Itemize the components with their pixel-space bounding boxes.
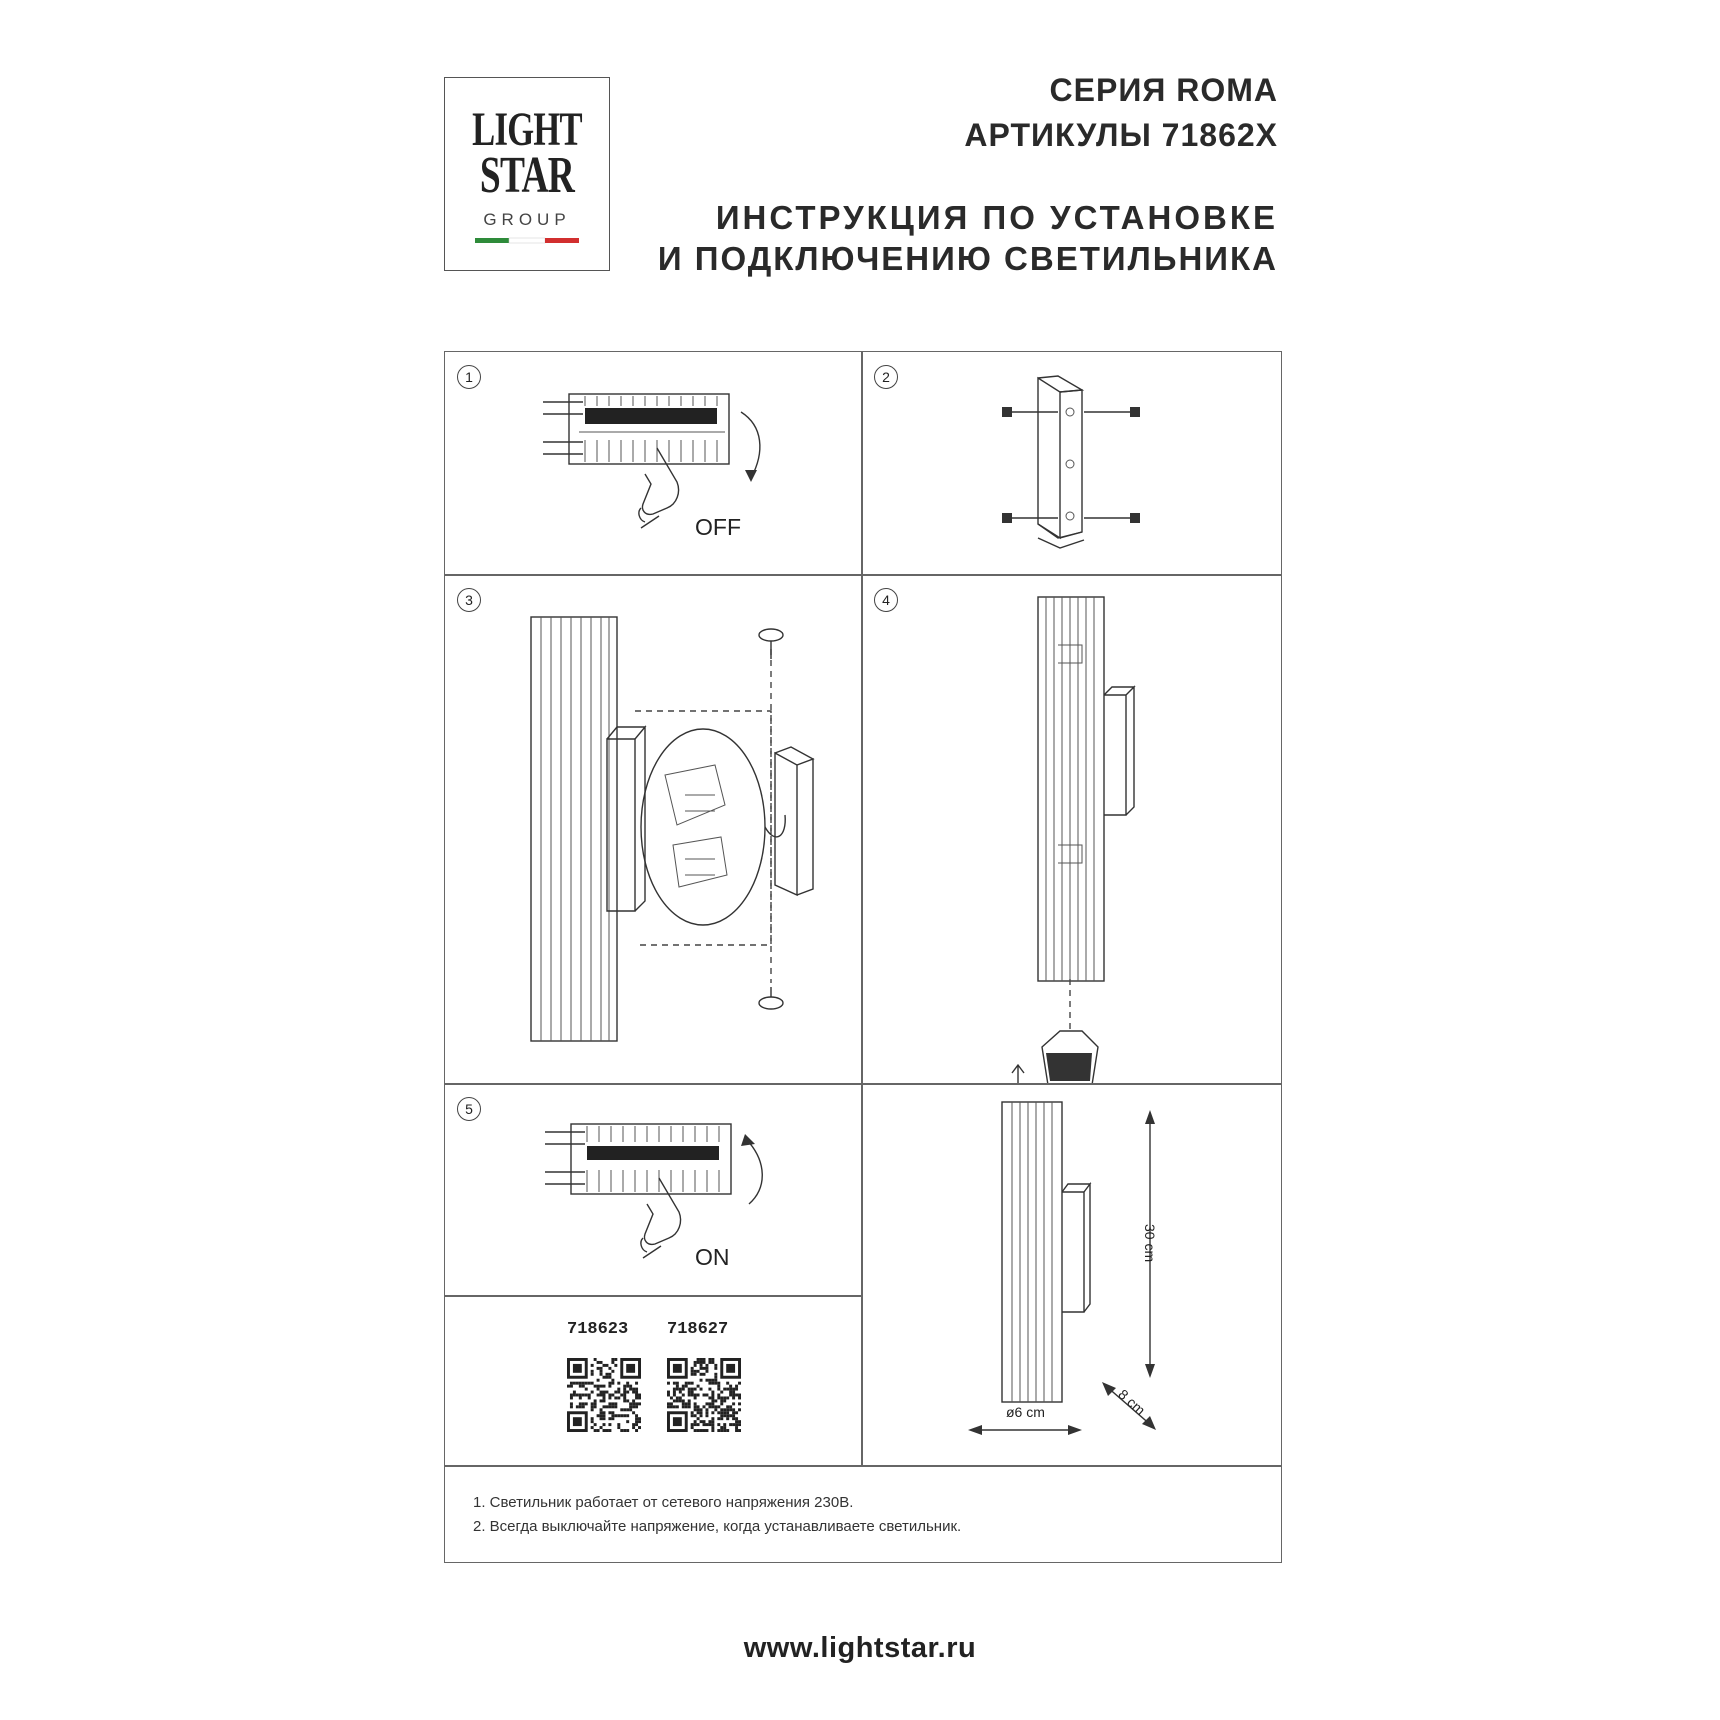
step-number: 3 — [457, 588, 481, 612]
step-number: 2 — [874, 365, 898, 389]
height-dimension: 30 cm — [1142, 1224, 1158, 1263]
website-link[interactable]: www.lightstar.ru — [743, 1632, 977, 1664]
series-title: СЕРИЯ ROMA — [1049, 72, 1278, 108]
breaker-on-illustration — [445, 1084, 861, 1295]
off-label: OFF — [695, 514, 741, 540]
instruction-grid — [444, 351, 1282, 1563]
note-voltage: 1. Светильник работает от сетевого напряжения 230В. — [473, 1494, 854, 1511]
logo-text-light: LIGHT — [472, 103, 582, 156]
qr-code-718623[interactable] — [567, 1358, 641, 1432]
on-label: ON — [695, 1244, 730, 1270]
step-number: 1 — [457, 365, 481, 389]
dimensions-panel — [862, 1084, 1281, 1465]
step-1-panel — [445, 352, 861, 574]
step-number: 5 — [457, 1097, 481, 1121]
logo-text-group: GROUP — [483, 210, 571, 229]
step-4-panel — [862, 575, 1281, 1083]
sku-title: АРТИКУЛЫ 71862X — [964, 117, 1278, 153]
depth-dimension: 8 cm — [1115, 1386, 1149, 1419]
wiring-illustration — [445, 575, 861, 1083]
bracket-illustration — [862, 352, 1281, 574]
products-panel — [445, 1296, 861, 1465]
instruction-title-line1: ИНСТРУКЦИЯ ПО УСТАНОВКЕ — [715, 199, 1278, 236]
instruction-title-line2: И ПОДКЛЮЧЕНИЮ СВЕТИЛЬНИКА — [657, 240, 1278, 277]
breaker-off-illustration — [445, 352, 861, 574]
diameter-dimension: ø6 cm — [1006, 1404, 1045, 1420]
logo-text-star: STAR — [479, 147, 575, 204]
step-5-panel — [445, 1084, 861, 1295]
qr-code-718627[interactable] — [667, 1358, 741, 1432]
bulb-illustration — [862, 575, 1281, 1083]
product-sku: 718627 — [667, 1320, 729, 1339]
logo-flag-stripe — [445, 78, 609, 270]
brand-logo — [444, 77, 610, 271]
note-safety: 2. Всегда выключайте напряжение, когда устанавливаете светильник. — [473, 1518, 962, 1535]
step-3-panel — [445, 575, 861, 1083]
notes-panel — [445, 1466, 1281, 1562]
step-2-panel — [862, 352, 1281, 574]
product-sku: 718623 — [567, 1320, 629, 1339]
step-number: 4 — [874, 588, 898, 612]
dimensions-illustration — [862, 1084, 1281, 1465]
